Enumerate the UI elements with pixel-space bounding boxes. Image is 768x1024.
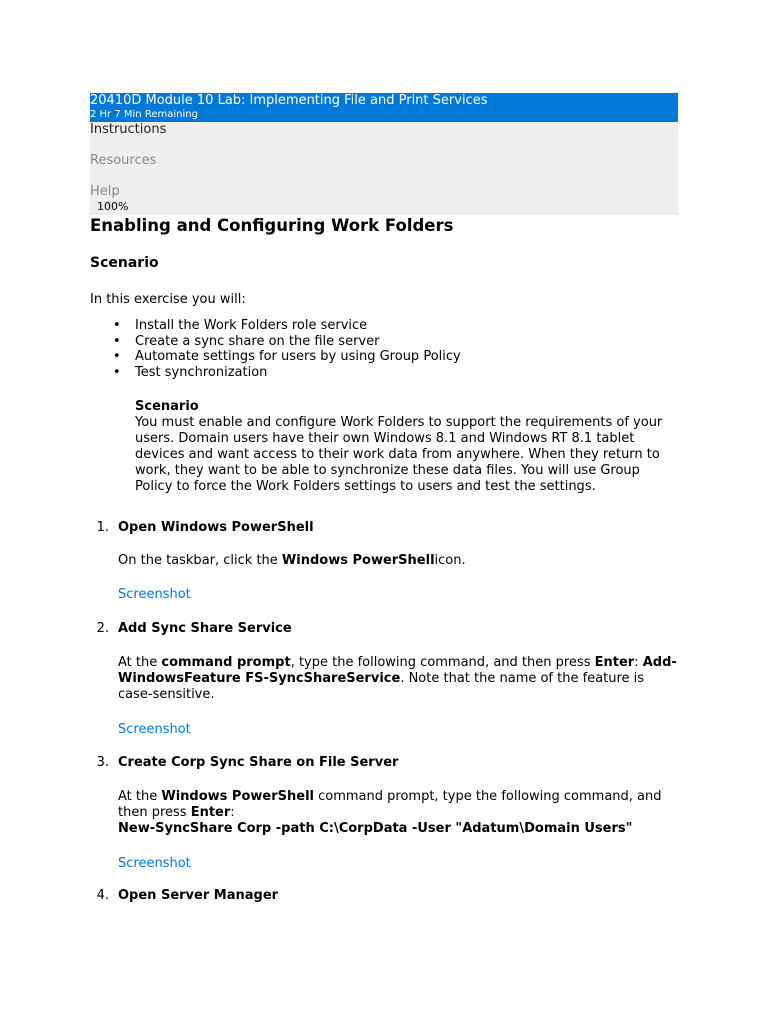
tab-help[interactable]: Help	[90, 184, 120, 199]
time-remaining: 2 Hr 7 Min Remaining	[90, 109, 198, 120]
step-text-bold: Windows PowerShell	[281, 553, 435, 568]
nav-panel	[90, 122, 678, 215]
step-text: At the	[118, 655, 162, 670]
tab-instructions[interactable]: Instructions	[90, 122, 167, 137]
list-item: • Install the Work Folders role service	[135, 318, 461, 334]
step-text-bold: Enter	[190, 805, 231, 820]
step-number: 1.	[96, 520, 109, 535]
step-text: :	[634, 655, 643, 670]
step-text: . Note that the name of the feature is case-sensitive.	[118, 671, 645, 702]
step-text-bold: Enter	[594, 655, 635, 670]
lab-window	[90, 93, 678, 903]
intro-text: In this exercise you will:	[90, 292, 246, 307]
step-title: Add Sync Share Service	[118, 621, 292, 636]
list-item: • Automate settings for users by using Group Policy	[135, 349, 461, 365]
step-number: 2.	[96, 621, 109, 636]
step-text: On the taskbar, click the	[118, 553, 282, 568]
step-body	[118, 553, 680, 569]
screenshot-link[interactable]: Screenshot	[118, 587, 191, 602]
step-title: Create Corp Sync Share on File Server	[118, 755, 399, 770]
scenario-heading: Scenario	[90, 255, 159, 271]
scenario-box-heading: Scenario	[135, 399, 199, 414]
tab-resources[interactable]: Resources	[90, 153, 157, 168]
list-item: • Test synchronization	[135, 365, 461, 381]
task-list	[90, 318, 461, 380]
zoom-level[interactable]: 100%	[97, 200, 129, 213]
command-text: New-SyncShare Corp -path C:\CorpData -User "Adatum\Domain Users"	[118, 821, 633, 836]
step-title: Open Windows PowerShell	[118, 520, 314, 535]
step-text-bold: Add-WindowsFeature FS-SyncShareService	[118, 655, 677, 686]
scenario-text: You must enable and configure Work Folders to support the requirements of your users. Domain users have their own Windows 8.1 and Windows RT 8.1 tablet devices and want access to their work data from anywhere. When they return to work, they want to be able to synchronize these data files. You will use Group Policy to force the Work Folders settings to users and test the settings.	[135, 414, 663, 494]
step-text: command prompt, type the following command, and then press	[118, 789, 662, 820]
step-number: 4.	[96, 888, 109, 903]
scenario-box	[135, 399, 680, 494]
step-text: , type the following command, and then press	[290, 655, 595, 670]
page-title: Enabling and Configuring Work Folders	[90, 216, 454, 235]
step-text-bold: Windows PowerShell	[161, 789, 314, 804]
lab-title: 20410D Module 10 Lab: Implementing File and Print Services	[90, 93, 488, 108]
title-bar	[90, 93, 678, 122]
screenshot-link[interactable]: Screenshot	[118, 722, 191, 737]
step-title: Open Server Manager	[118, 888, 279, 903]
step-body	[118, 655, 678, 703]
step-text-bold: command prompt	[161, 655, 291, 670]
step-text: icon.	[434, 553, 466, 568]
step-body	[118, 789, 680, 837]
step-text: At the	[118, 789, 162, 804]
list-item: • Create a sync share on the file server	[135, 334, 461, 350]
step-number: 3.	[96, 755, 109, 770]
step-text: :	[230, 805, 235, 820]
screenshot-link[interactable]: Screenshot	[118, 856, 191, 871]
